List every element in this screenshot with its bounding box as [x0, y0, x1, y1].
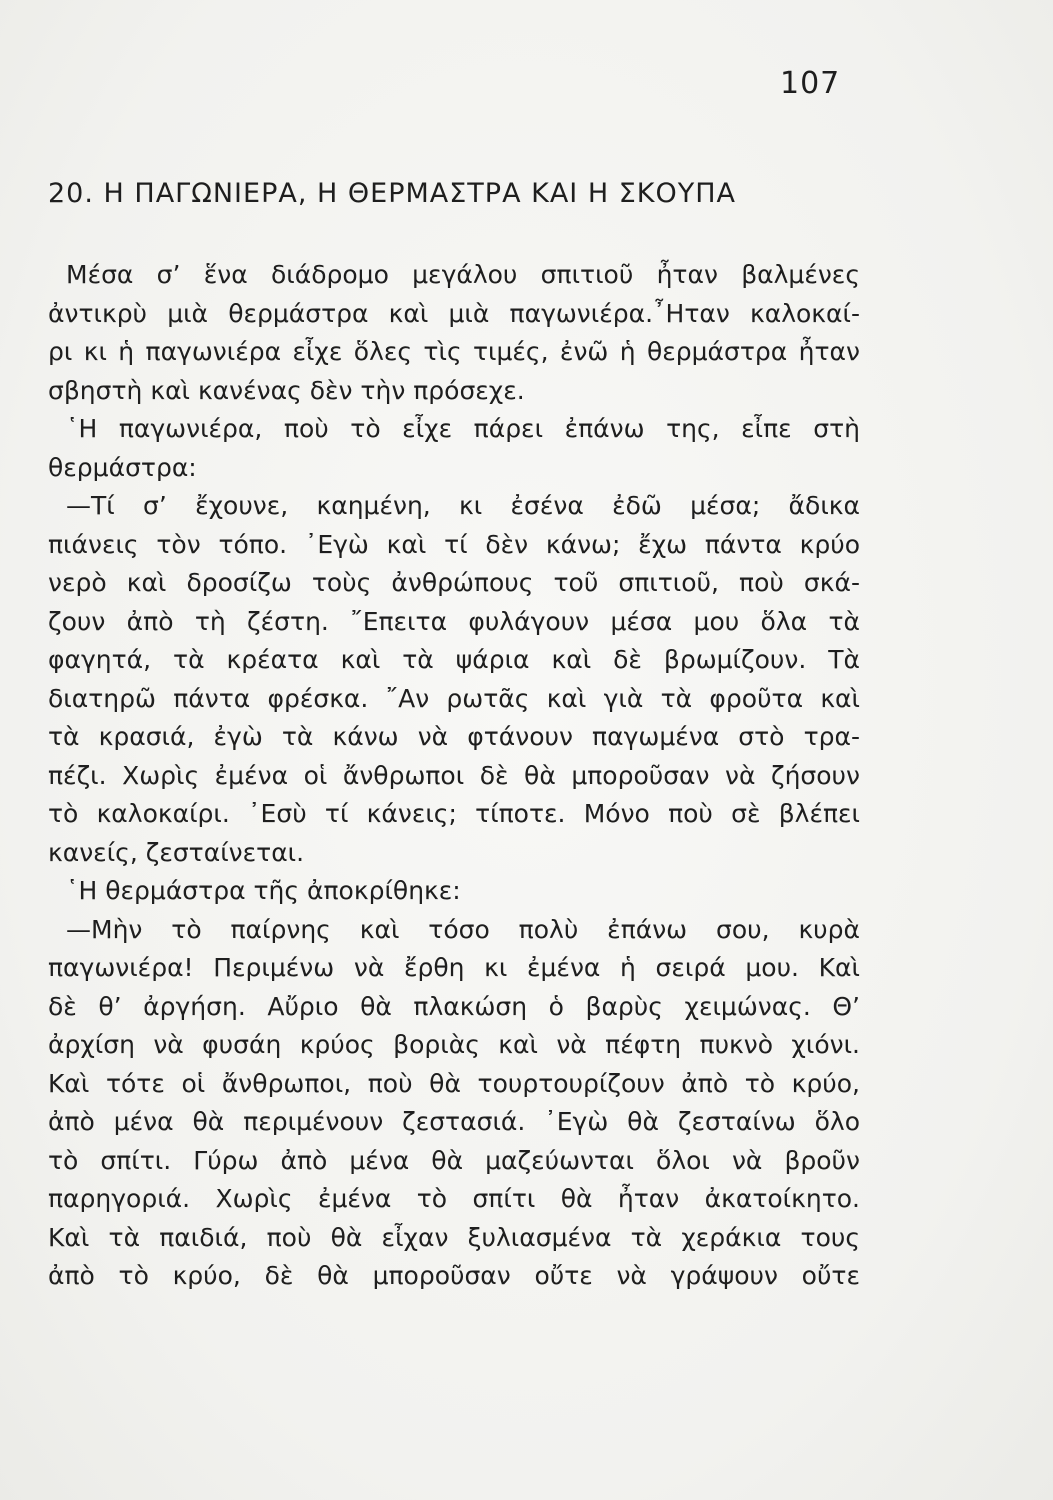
chapter-title: 20. Η ΠΑΓΩΝΙΕΡΑ, Η ΘΕΡΜΑΣΤΡΑ ΚΑΙ Η ΣΚΟΥΠΑ — [48, 178, 737, 209]
text-line: τὸ καλοκαίρι. ᾿Εσὺ τί κάνεις; τίποτε. Μόνο ποὺ σὲ βλέπει — [48, 799, 860, 828]
text-line: ἀπὸ μένα θὰ περιμένουν ζεστασιά. ᾿Εγὼ θὰ ζεσταίνω ὅλο — [48, 1107, 860, 1136]
text-line: ρι κι ἡ παγωνιέρα εἶχε ὅλες τὶς τιμές, ἐνῶ ἡ θερμάστρα ἦταν — [48, 337, 860, 366]
text-line: Καὶ τότε οἱ ἄνθρωποι, ποὺ θὰ τουρτουρίζουν ἀπὸ τὸ κρύο, — [48, 1068, 860, 1098]
text-line: Μέσα σ’ ἕνα διάδρομο μεγάλου σπιτιοῦ ἦταν βαλμένες — [66, 260, 860, 289]
text-line: Καὶ τὰ παιδιά, ποὺ θὰ εἶχαν ξυλιασμένα τὰ χεράκια τους — [48, 1222, 860, 1252]
text-line: κανείς, ζεσταίνεται. — [48, 837, 305, 867]
text-line: φαγητά, τὰ κρέατα καὶ τὰ ψάρια καὶ δὲ βρωμίζουν. Τὰ — [48, 645, 860, 674]
page-number: 107 — [780, 66, 841, 101]
text-line: νερὸ καὶ δροσίζω τοὺς ἀνθρώπους τοῦ σπιτιοῦ, ποὺ σκά- — [48, 568, 860, 597]
text-line: —Τί σ’ ἔχουνε, καημένη, κι ἐσένα ἐδῶ μέσα; ἄδικα — [66, 491, 860, 520]
text-line: ῾Η θερμάστρα τῆς ἀποκρίθηκε: — [66, 876, 461, 905]
text-line: παγωνιέρα! Περιμένω νὰ ἔρθη κι ἐμένα ἡ σειρά μου. Καὶ — [48, 953, 860, 982]
text-line: διατηρῶ πάντα φρέσκα. ῎Αν ρωτᾶς καὶ γιὰ τὰ φροῦτα καὶ — [48, 683, 860, 713]
text-line: θερμάστρα: — [48, 452, 197, 482]
text-line: παρηγοριά. Χωρὶς ἐμένα τὸ σπίτι θὰ ἦταν ἀκατοίκητο. — [48, 1184, 860, 1213]
text-line: —Μὴν τὸ παίρνης καὶ τόσο πολὺ ἐπάνω σου, κυρὰ — [66, 914, 860, 944]
text-line: πιάνεις τὸν τόπο. ᾿Εγὼ καὶ τί δὲν κάνω; ἔχω πάντα κρύο — [48, 529, 860, 559]
text-line: τὸ σπίτι. Γύρω ἀπὸ μένα θὰ μαζεύωνται ὅλοι νὰ βροῦν — [48, 1145, 860, 1175]
text-line: ῾Η παγωνιέρα, ποὺ τὸ εἶχε πάρει ἐπάνω της, εἶπε στὴ — [66, 414, 860, 443]
body-text — [48, 256, 860, 1296]
text-line: ζουν ἀπὸ τὴ ζέστη. ῎Επειτα φυλάγουν μέσα μου ὅλα τὰ — [48, 606, 860, 636]
text-line: ἀπὸ τὸ κρύο, δὲ θὰ μποροῦσαν οὔτε νὰ γράψουν οὔτε — [48, 1261, 860, 1290]
text-line: τὰ κρασιά, ἐγὼ τὰ κάνω νὰ φτάνουν παγωμένα στὸ τρα- — [48, 722, 860, 751]
text-line: πέζι. Χωρὶς ἐμένα οἱ ἄνθρωποι δὲ θὰ μποροῦσαν νὰ ζήσουν — [48, 760, 860, 790]
text-line: σβηστὴ καὶ κανένας δὲν τὴν πρόσεχε. — [48, 375, 525, 405]
text-line: ἀντικρὺ μιὰ θερμάστρα καὶ μιὰ παγωνιέρα.῏Ηταν καλοκαί- — [48, 298, 860, 328]
text-line: ἀρχίση νὰ φυσάη κρύος βοριὰς καὶ νὰ πέφτη πυκνὸ χιόνι. — [48, 1030, 860, 1059]
text-line: δὲ θ’ ἀργήση. Αὔριο θὰ πλακώση ὁ βαρὺς χειμώνας. Θ’ — [48, 991, 860, 1021]
